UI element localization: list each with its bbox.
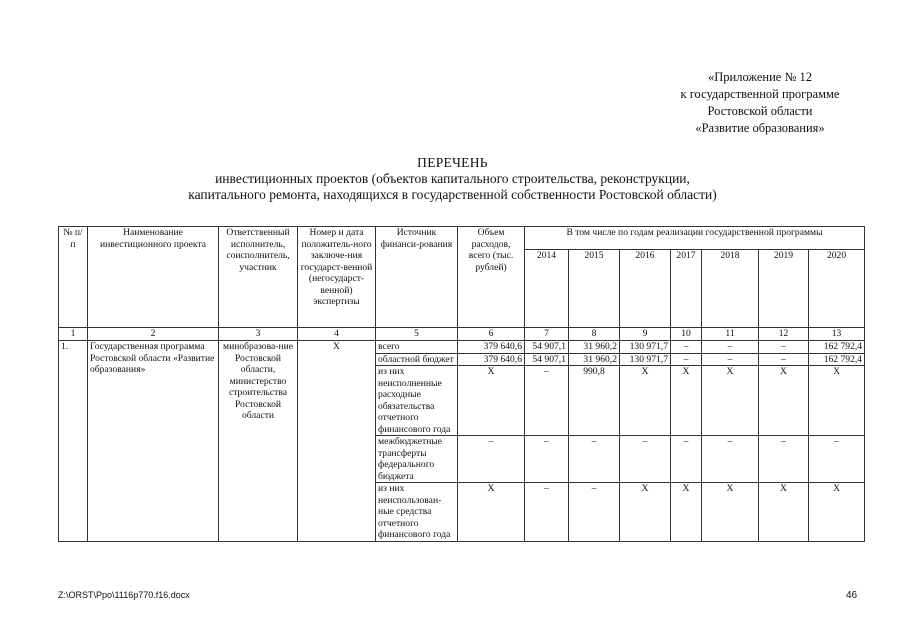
value-cell: – bbox=[809, 436, 865, 483]
header-name: Наименование инвестиционного проекта bbox=[88, 227, 219, 328]
table-row bbox=[59, 341, 865, 354]
value-cell: – bbox=[671, 353, 702, 366]
value-cell: – bbox=[759, 436, 809, 483]
value-cell: – bbox=[458, 436, 525, 483]
header-year-2016: 2016 bbox=[620, 250, 671, 328]
header-year-2017: 2017 bbox=[671, 250, 702, 328]
value-cell: Х bbox=[702, 366, 759, 436]
header-expertise: Номер и дата положитель-ного заключе-ния государст-венной (негосударст-венной) экспертизы bbox=[298, 227, 376, 328]
value-cell: Х bbox=[458, 366, 525, 436]
col-number: 3 bbox=[219, 328, 298, 341]
value-cell: 990,8 bbox=[569, 366, 620, 436]
project-number: 1. bbox=[59, 341, 88, 542]
value-cell: Х bbox=[809, 483, 865, 542]
value-cell: 54 907,1 bbox=[525, 341, 569, 354]
value-cell: – bbox=[702, 436, 759, 483]
value-cell: 54 907,1 bbox=[525, 353, 569, 366]
appendix-line-3: Ростовской области bbox=[707, 104, 813, 118]
col-number: 10 bbox=[671, 328, 702, 341]
header-row-1 bbox=[59, 227, 865, 250]
footer-file-path: Z:\ORST\Ppo\1116p770.f16.docx bbox=[58, 590, 190, 600]
header-responsible: Ответственный исполнитель, соисполнитель, участник bbox=[219, 227, 298, 328]
value-cell: – bbox=[569, 436, 620, 483]
value-cell: Х bbox=[620, 366, 671, 436]
title-heading: ПЕРЕЧЕНЬ bbox=[417, 155, 488, 170]
value-cell: – bbox=[702, 353, 759, 366]
project-expertise: Х bbox=[298, 341, 376, 542]
investment-projects-table bbox=[58, 226, 865, 542]
value-cell: – bbox=[620, 436, 671, 483]
source-cell: всего bbox=[376, 341, 458, 354]
value-cell: 130 971,7 bbox=[620, 353, 671, 366]
col-number: 1 bbox=[59, 328, 88, 341]
header-num: № п/п bbox=[59, 227, 88, 328]
value-cell: Х bbox=[620, 483, 671, 542]
source-cell: из них неиспользован-ные средства отчетного финансового года bbox=[376, 483, 458, 542]
footer-page-number: 46 bbox=[846, 590, 858, 601]
value-cell: 162 792,4 bbox=[809, 353, 865, 366]
value-cell: – bbox=[671, 436, 702, 483]
header-year-2014: 2014 bbox=[525, 250, 569, 328]
col-number: 12 bbox=[759, 328, 809, 341]
value-cell: – bbox=[671, 341, 702, 354]
col-number: 6 bbox=[458, 328, 525, 341]
header-year-2020: 2020 bbox=[809, 250, 865, 328]
value-cell: – bbox=[569, 483, 620, 542]
value-cell: 379 640,6 bbox=[458, 341, 525, 354]
project-responsible: минобразова-ние Ростовской области, министерство строительства Ростовской области bbox=[219, 341, 298, 542]
appendix-header bbox=[630, 69, 890, 137]
value-cell: 379 640,6 bbox=[458, 353, 525, 366]
header-volume: Объем расходов, всего (тыс. рублей) bbox=[458, 227, 525, 328]
value-cell: – bbox=[702, 341, 759, 354]
header-years-group: В том числе по годам реализации государственной программы bbox=[525, 227, 865, 250]
source-cell: областной бюджет bbox=[376, 353, 458, 366]
value-cell: 130 971,7 bbox=[620, 341, 671, 354]
value-cell: Х bbox=[671, 483, 702, 542]
value-cell: 162 792,4 bbox=[809, 341, 865, 354]
value-cell: 31 960,2 bbox=[569, 353, 620, 366]
document-title bbox=[0, 155, 905, 203]
value-cell: Х bbox=[458, 483, 525, 542]
value-cell: Х bbox=[702, 483, 759, 542]
value-cell: – bbox=[525, 436, 569, 483]
header-source: Источник финанси-рования bbox=[376, 227, 458, 328]
col-number: 8 bbox=[569, 328, 620, 341]
col-number: 9 bbox=[620, 328, 671, 341]
title-line-2: капитального ремонта, находящихся в государственной собственности Ростовской области) bbox=[188, 187, 717, 202]
col-number: 11 bbox=[702, 328, 759, 341]
value-cell: Х bbox=[759, 483, 809, 542]
value-cell: Х bbox=[759, 366, 809, 436]
header-year-2015: 2015 bbox=[569, 250, 620, 328]
value-cell: 31 960,2 bbox=[569, 341, 620, 354]
value-cell: – bbox=[525, 483, 569, 542]
source-cell: из них неисполненные расходные обязательства отчетного финансового года bbox=[376, 366, 458, 436]
col-number: 4 bbox=[298, 328, 376, 341]
col-number: 2 bbox=[88, 328, 219, 341]
appendix-line-4: «Развитие образования» bbox=[695, 121, 825, 135]
value-cell: – bbox=[759, 353, 809, 366]
header-year-2019: 2019 bbox=[759, 250, 809, 328]
title-line-1: инвестиционных проектов (объектов капитального строительства, реконструкции, bbox=[215, 171, 690, 186]
value-cell: – bbox=[525, 366, 569, 436]
project-name: Государственная программа Ростовской области «Развитие образования» bbox=[88, 341, 219, 542]
col-number: 5 bbox=[376, 328, 458, 341]
appendix-line-2: к государственной программе bbox=[680, 87, 840, 101]
value-cell: Х bbox=[671, 366, 702, 436]
appendix-line-1: «Приложение № 12 bbox=[707, 70, 813, 84]
header-year-2018: 2018 bbox=[702, 250, 759, 328]
value-cell: Х bbox=[809, 366, 865, 436]
col-number: 7 bbox=[525, 328, 569, 341]
value-cell: – bbox=[759, 341, 809, 354]
source-cell: межбюджетные трансферты федерального бюджета bbox=[376, 436, 458, 483]
col-number: 13 bbox=[809, 328, 865, 341]
column-numbers-row bbox=[59, 328, 865, 341]
